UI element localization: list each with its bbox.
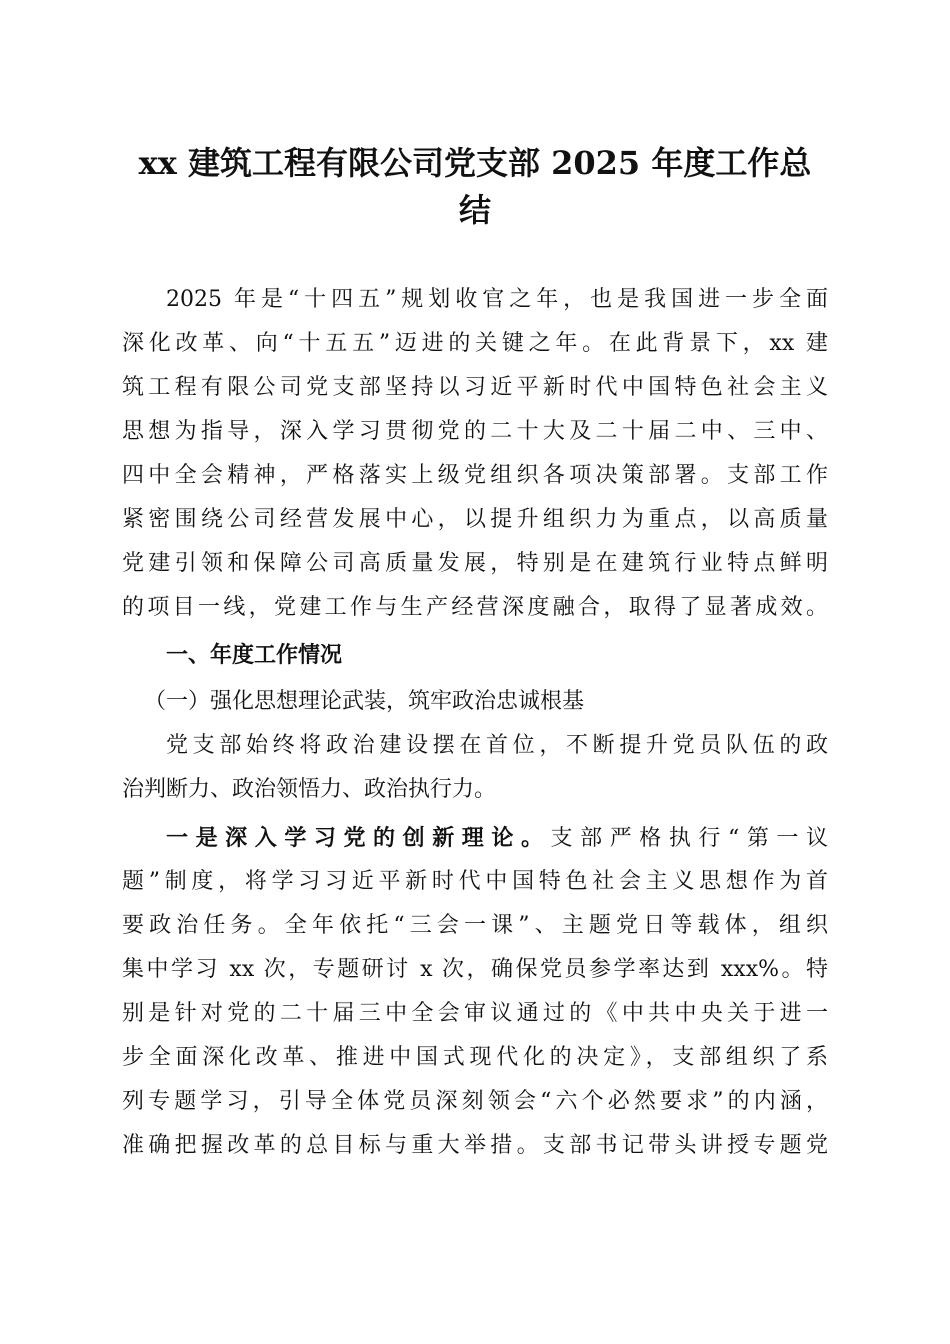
text-line: 筑工程有限公司党支部坚持以习近平新时代中国特色社会主义 — [122, 375, 828, 400]
intro-paragraph — [122, 278, 828, 630]
paragraph — [122, 816, 828, 1168]
text-line: 步全面深化改革、推进中国式现代化的决定》，支部组织了系 — [122, 1045, 828, 1070]
text-line: 党支部始终将政治建设摆在首位，不断提升党员队伍的政 — [166, 733, 828, 758]
text-line: 要政治任务。全年依托“三会一课”、主题党日等载体，组织 — [122, 913, 828, 938]
text-line: 准确把握改革的总目标与重大举措。支部书记带头讲授专题党 — [122, 1133, 828, 1158]
text-line: 题”制度，将学习习近平新时代中国特色社会主义思想作为首 — [122, 869, 828, 894]
text-line: 集中学习 xx 次，专题研讨 x 次，确保党员参学率达到 xxx%。特 — [122, 957, 828, 982]
text-span: 支部严格执行“第一议 — [550, 826, 828, 851]
lead-sentence: 一是深入学习党的创新理论。 — [166, 825, 551, 851]
document-title — [120, 140, 830, 234]
section-heading: 一、年度工作情况 — [166, 642, 343, 668]
text-line: 思想为指导，深入学习贯彻党的二十大及二十届二中、三中、 — [122, 419, 828, 444]
text-line: 四中全会精神，严格落实上级党组织各项决策部署。支部工作 — [122, 463, 828, 488]
subsection-heading: （一）强化思想理论武装，筑牢政治忠诚根基 — [144, 689, 585, 714]
text-line: 2025 年是“十四五”规划收官之年，也是我国进一步全面 — [166, 287, 828, 312]
text-line: 别是针对党的二十届三中全会审议通过的《中共中央关于进一 — [122, 1001, 828, 1026]
document-body — [122, 278, 828, 1168]
text-line: 的项目一线，党建工作与生产经营深度融合，取得了显著成效。 — [122, 595, 828, 620]
title-line-1: xx 建筑工程有限公司党支部 2025 年度工作总 — [138, 144, 812, 182]
text-line — [122, 816, 828, 860]
text-line: 治判断力、政治领悟力、政治执行力。 — [122, 777, 497, 802]
text-line: 紧密围绕公司经营发展中心，以提升组织力为重点，以高质量 — [122, 507, 828, 532]
text-line: 列专题学习，引导全体党员深刻领会“六个必然要求”的内涵， — [122, 1089, 828, 1114]
text-line: 深化改革、向“十五五”迈进的关键之年。在此背景下，xx 建 — [122, 331, 828, 356]
title-line-2: 结 — [458, 191, 491, 229]
text-line: 党建引领和保障公司高质量发展，特别是在建筑行业特点鲜明 — [122, 551, 828, 576]
paragraph — [122, 724, 828, 812]
